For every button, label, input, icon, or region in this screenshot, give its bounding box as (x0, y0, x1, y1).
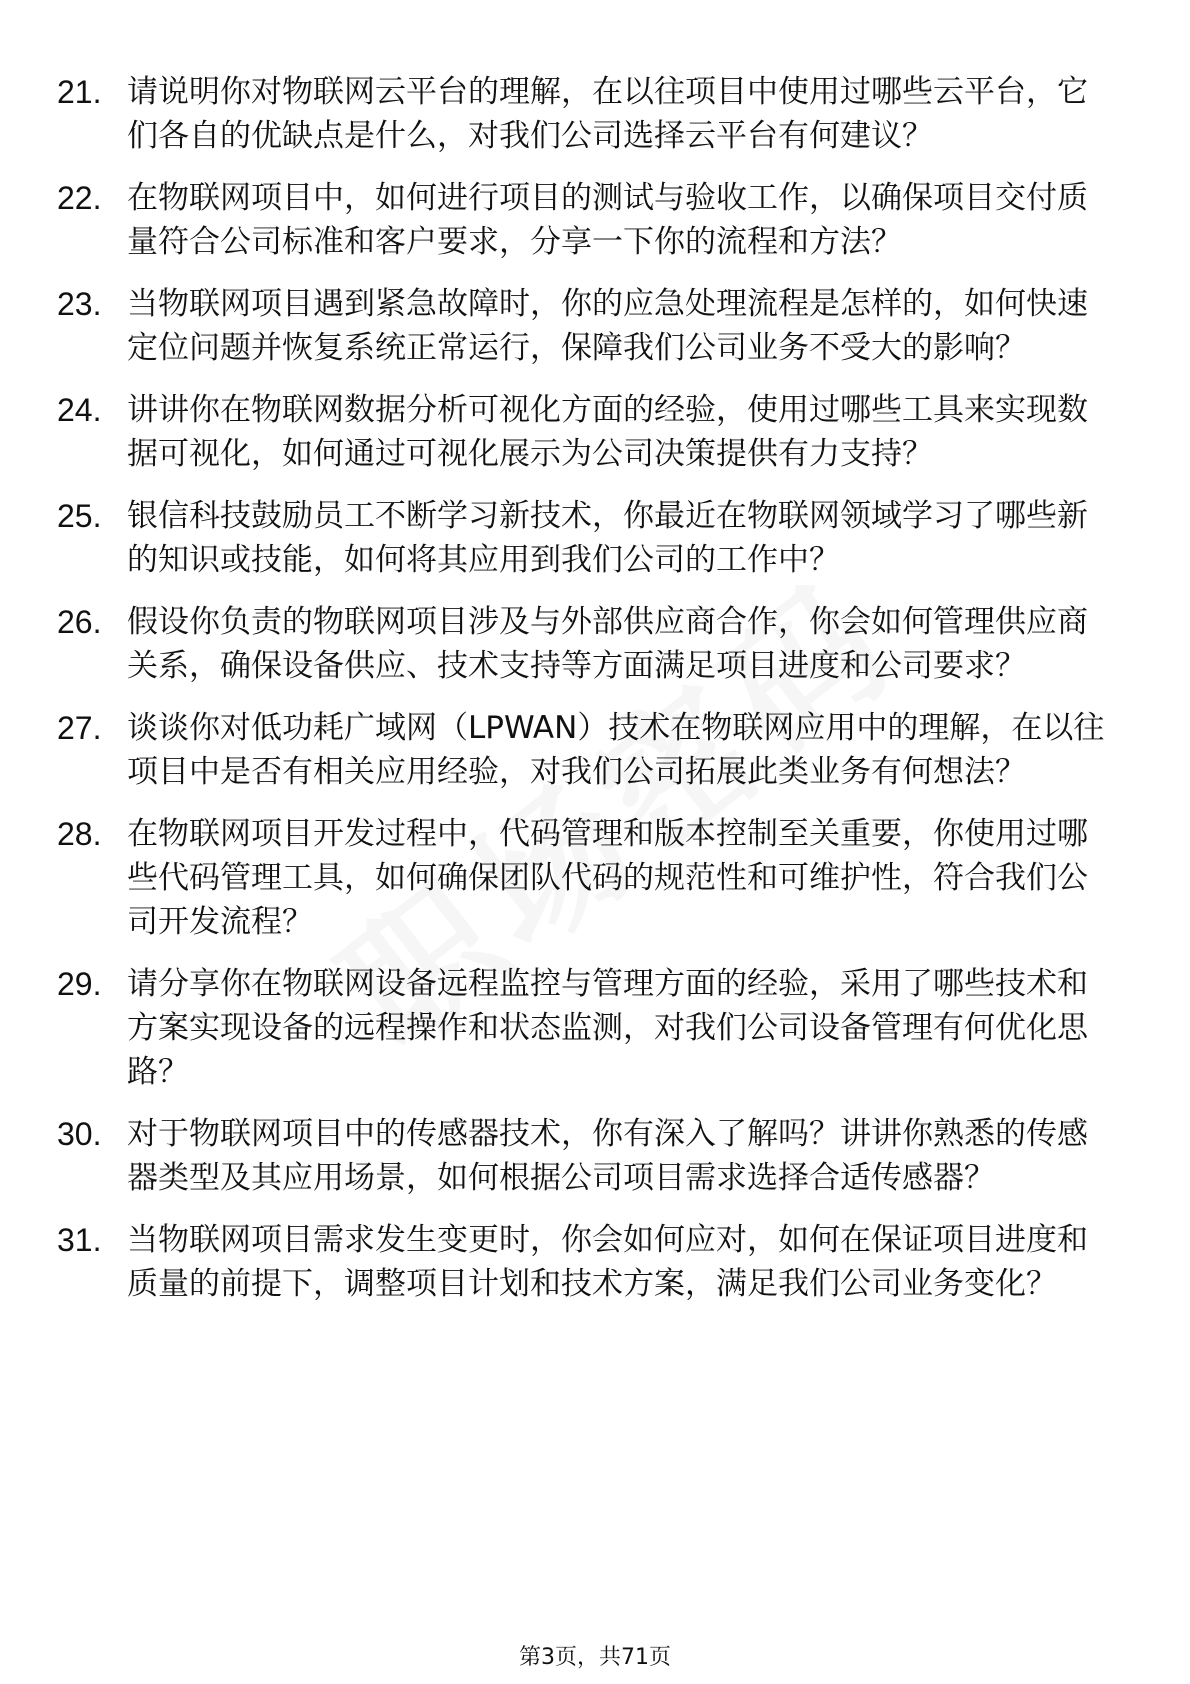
question-number: 23. (57, 286, 102, 322)
question-item (57, 282, 1117, 370)
question-text: 讲讲你在物联网数据分析可视化方面的经验，使用过哪些工具来实现数据可视化，如何通过可视化展示为公司决策提供有力支持？ (127, 392, 1088, 472)
question-number: 25. (57, 498, 102, 534)
question-text: 对于物联网项目中的传感器技术，你有深入了解吗？讲讲你熟悉的传感器类型及其应用场景，如何根据公司项目需求选择合适传感器？ (127, 1116, 1088, 1196)
question-item (57, 1112, 1117, 1200)
question-text: 在物联网项目开发过程中，代码管理和版本控制至关重要，你使用过哪些代码管理工具，如何确保团队代码的规范性和可维护性，符合我们公司开发流程？ (127, 816, 1088, 940)
question-text: 在物联网项目中，如何进行项目的测试与验收工作，以确保项目交付质量符合公司标准和客户要求，分享一下你的流程和方法？ (127, 180, 1088, 260)
question-item (57, 494, 1117, 582)
question-text: 当物联网项目遇到紧急故障时，你的应急处理流程是怎样的，如何快速定位问题并恢复系统正常运行，保障我们公司业务不受大的影响？ (127, 286, 1088, 366)
question-number: 28. (57, 816, 102, 852)
question-number: 27. (57, 710, 102, 746)
question-item (57, 812, 1117, 944)
question-text: 谈谈你对低功耗广域网（LPWAN）技术在物联网应用中的理解，在以往项目中是否有相关应用经验，对我们公司拓展此类业务有何想法？ (127, 710, 1105, 790)
question-text: 请分享你在物联网设备远程监控与管理方面的经验，采用了哪些技术和方案实现设备的远程操作和状态监测，对我们公司设备管理有何优化思路？ (127, 966, 1088, 1090)
question-item (57, 70, 1117, 158)
question-number: 30. (57, 1116, 102, 1152)
question-item (57, 962, 1117, 1094)
question-number: 26. (57, 604, 102, 640)
question-text: 当物联网项目需求发生变更时，你会如何应对，如何在保证项目进度和质量的前提下，调整项目计划和技术方案，满足我们公司业务变化？ (127, 1222, 1088, 1302)
question-number: 21. (57, 74, 102, 110)
question-number: 29. (57, 966, 102, 1002)
question-item (57, 600, 1117, 688)
question-text: 假设你负责的物联网项目涉及与外部供应商合作，你会如何管理供应商关系，确保设备供应、技术支持等方面满足项目进度和公司要求？ (127, 604, 1088, 684)
question-number: 24. (57, 392, 102, 428)
question-number: 22. (57, 180, 102, 216)
question-item (57, 176, 1117, 264)
question-item (57, 706, 1117, 794)
question-text: 请说明你对物联网云平台的理解，在以往项目中使用过哪些云平台，它们各自的优缺点是什么，对我们公司选择云平台有何建议？ (127, 74, 1088, 154)
page-number-footer: 第3页，共71页 (519, 1645, 671, 1670)
question-text: 银信科技鼓励员工不断学习新技术，你最近在物联网领域学习了哪些新的知识或技能，如何将其应用到我们公司的工作中？ (127, 498, 1088, 578)
question-item (57, 1218, 1117, 1306)
question-number: 31. (57, 1222, 102, 1258)
question-list (57, 70, 1117, 1324)
question-item (57, 388, 1117, 476)
